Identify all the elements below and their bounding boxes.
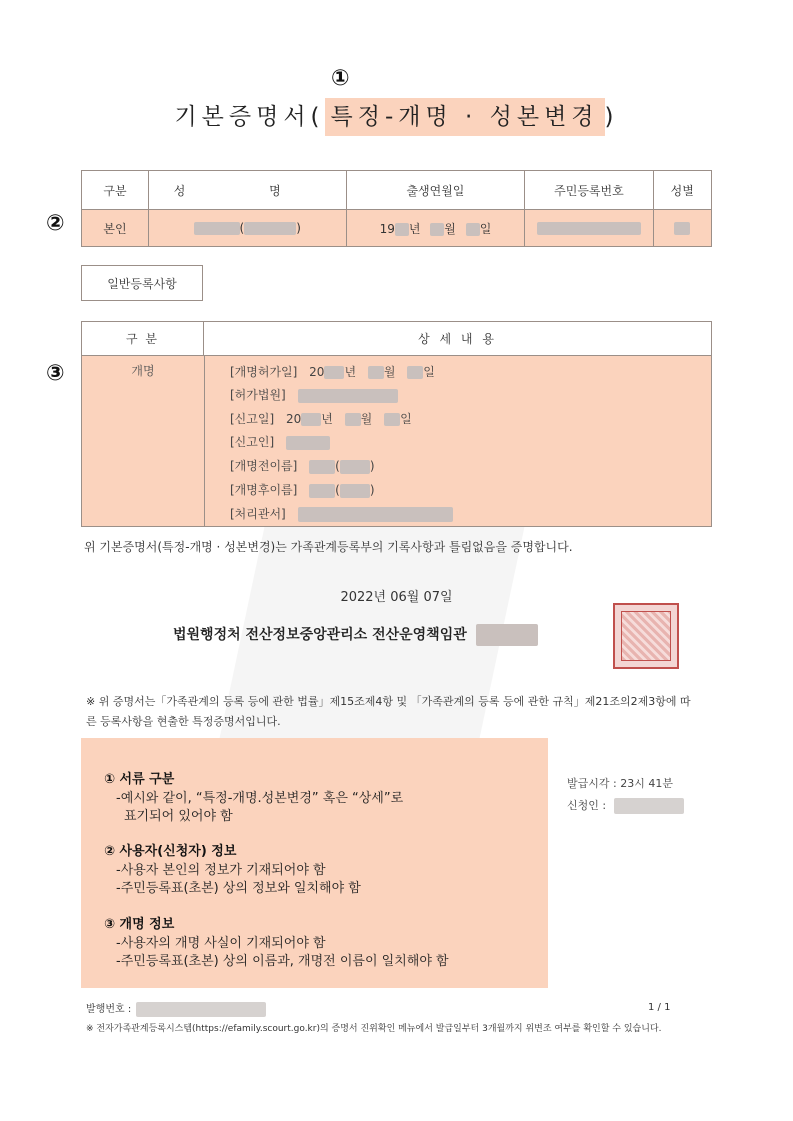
- issuer-line: [173, 624, 538, 646]
- redacted-signature: [476, 624, 538, 646]
- issuer-name: 법원행정처 전산정보중앙관리소 전산운영책임관: [173, 627, 467, 643]
- redacted-value: [368, 366, 384, 379]
- header-birth: 출생연월일: [346, 171, 525, 210]
- redacted-value: [309, 484, 335, 498]
- detail-divider: [204, 356, 205, 526]
- redacted-value: [324, 366, 344, 379]
- marker-three: ③: [46, 361, 65, 386]
- paren-open: (: [239, 221, 245, 235]
- title-highlight: 특정-개명 · 성본변경: [325, 98, 605, 136]
- paren-close: ): [296, 221, 301, 235]
- rename-date-label: [개명허가일]: [230, 365, 298, 379]
- redacted-value: [340, 460, 370, 474]
- issue-number-label: 발행번호 :: [86, 1004, 132, 1015]
- paren-open: (: [335, 459, 340, 473]
- issue-time: 발급시각 : 23시 41분: [567, 777, 673, 790]
- detail-body: [82, 356, 711, 526]
- guide-section-1-line-1: -예시와 같이, “특정-개명.성본변경” 혹은 “상세”로: [116, 791, 404, 806]
- year-unit: 년: [321, 412, 333, 426]
- guide-section-2-line-2: -주민등록표(초본) 상의 정보와 일치해야 함: [116, 881, 361, 896]
- guide-section-3-line-2: -주민등록표(초본) 상의 이름과, 개명전 이름이 일치해야 함: [116, 954, 449, 969]
- redacted-value: [298, 389, 398, 403]
- redacted-name-hanja: [244, 222, 296, 235]
- row-label-self: 본인: [82, 210, 149, 247]
- rrn-cell: [525, 210, 653, 247]
- guide-section-2-title: ② 사용자(신청자) 정보: [104, 844, 237, 859]
- issue-date: 2022년 06월 07일: [340, 590, 453, 605]
- certify-text: 위 기본증명서(특정-개명 · 성본변경)는 가족관계등록부의 기록사항과 틀림없음을 증명합니다.: [84, 540, 573, 554]
- month-unit: 월: [383, 365, 396, 379]
- detail-line-report-date: [230, 410, 412, 427]
- detail-line-name-after: [230, 481, 375, 498]
- guide-section-1-title: ① 서류 구분: [104, 772, 175, 787]
- redacted-value: [298, 507, 453, 522]
- redacted-value: [384, 413, 400, 426]
- person-row: [82, 210, 712, 247]
- redacted-rrn: [537, 222, 641, 235]
- detail-line-office: [230, 505, 453, 522]
- legal-note: ※ 위 증명서는「가족관계의 등록 등에 관한 법률」제15조제4항 및 「가족관계의 등록 등에 관한 규칙」제21조의2제3항에 따른 등록사항을 현출한 특정증명서입니다.: [86, 695, 691, 728]
- detail-line-court: [230, 386, 398, 403]
- birth-cell: [346, 210, 525, 247]
- redacted-month: [430, 223, 444, 236]
- guide-section-1-line-2: 표기되어 있어야 함: [124, 809, 233, 824]
- day-unit: 일: [423, 365, 435, 379]
- guide-section-2-line-1: -사용자 본인의 정보가 기재되어야 함: [116, 863, 326, 878]
- redacted-name: [194, 222, 240, 235]
- gender-cell: [653, 210, 711, 247]
- title-prefix: 기본증명서(: [174, 104, 325, 130]
- year-unit: 년: [344, 365, 357, 379]
- redacted-applicant: [614, 798, 684, 814]
- redacted-issue-number: [136, 1002, 266, 1017]
- header-category: 구분: [82, 171, 149, 210]
- report-year-prefix: 20: [285, 412, 302, 426]
- redacted-value: [345, 413, 361, 426]
- redacted-value: [407, 366, 423, 379]
- redacted-day: [466, 223, 480, 236]
- applicant-line: [567, 797, 684, 814]
- reporter-label: [신고인]: [230, 435, 275, 449]
- birth-year-prefix: 19: [379, 221, 395, 236]
- redacted-value: [340, 484, 370, 498]
- person-table: [81, 170, 712, 247]
- header-gender: 성별: [653, 171, 711, 210]
- document-title: [0, 98, 793, 131]
- footer-note: ※ 전자가족관계등록시스템(https://efamily.scourt.go.kr)의 증명서 진위확인 메뉴에서 발급일부터 3개월까지 위변조 여부를 확인할 수 있습니다.: [86, 1024, 662, 1034]
- birth-month-unit: 월: [444, 221, 456, 236]
- applicant-label: 신청인 :: [567, 799, 607, 812]
- issue-number-line: [86, 1000, 266, 1017]
- redacted-value: [309, 460, 335, 474]
- header-name: 성 명: [148, 171, 346, 210]
- guide-section-3-line-1: -사용자의 개명 사실이 기재되어야 함: [116, 936, 326, 951]
- page-number: 1 / 1: [648, 1002, 671, 1013]
- redacted-gender: [674, 222, 690, 235]
- rename-year-prefix: 20: [309, 365, 325, 379]
- report-date-label: [신고일]: [230, 412, 275, 426]
- marker-one: ①: [331, 66, 350, 91]
- birth-year-unit: 년: [408, 221, 421, 236]
- detail-line-rename-date: [230, 363, 435, 380]
- name-before-label: [개명전이름]: [230, 459, 298, 473]
- detail-row-label: 개명: [131, 364, 155, 378]
- general-section-label: 일반등록사항: [81, 265, 203, 301]
- title-suffix: ): [604, 104, 619, 130]
- detail-line-name-before: [230, 457, 375, 474]
- redacted-value: [301, 413, 321, 426]
- paren-close: ): [369, 459, 375, 473]
- header-rrn: 주민등록번호: [525, 171, 653, 210]
- name-after-label: [개명후이름]: [230, 483, 298, 497]
- paren-close: ): [369, 483, 375, 497]
- redacted-year: [395, 223, 409, 236]
- birth-day-unit: 일: [479, 221, 492, 236]
- detail-line-reporter: [230, 433, 330, 450]
- court-label: [허가법원]: [230, 388, 286, 402]
- name-cell: [148, 210, 346, 247]
- day-unit: 일: [400, 412, 412, 426]
- office-label: [처리관서]: [230, 507, 286, 521]
- detail-header-category: 구 분: [82, 322, 204, 356]
- month-unit: 월: [360, 412, 373, 426]
- marker-two: ②: [46, 211, 65, 236]
- redacted-value: [286, 436, 330, 450]
- paren-open: (: [335, 483, 340, 497]
- guide-section-3-title: ③ 개명 정보: [104, 917, 175, 932]
- detail-header-content: 상 세 내 용: [204, 322, 711, 356]
- official-seal: [613, 603, 679, 669]
- person-table-header: [82, 171, 712, 210]
